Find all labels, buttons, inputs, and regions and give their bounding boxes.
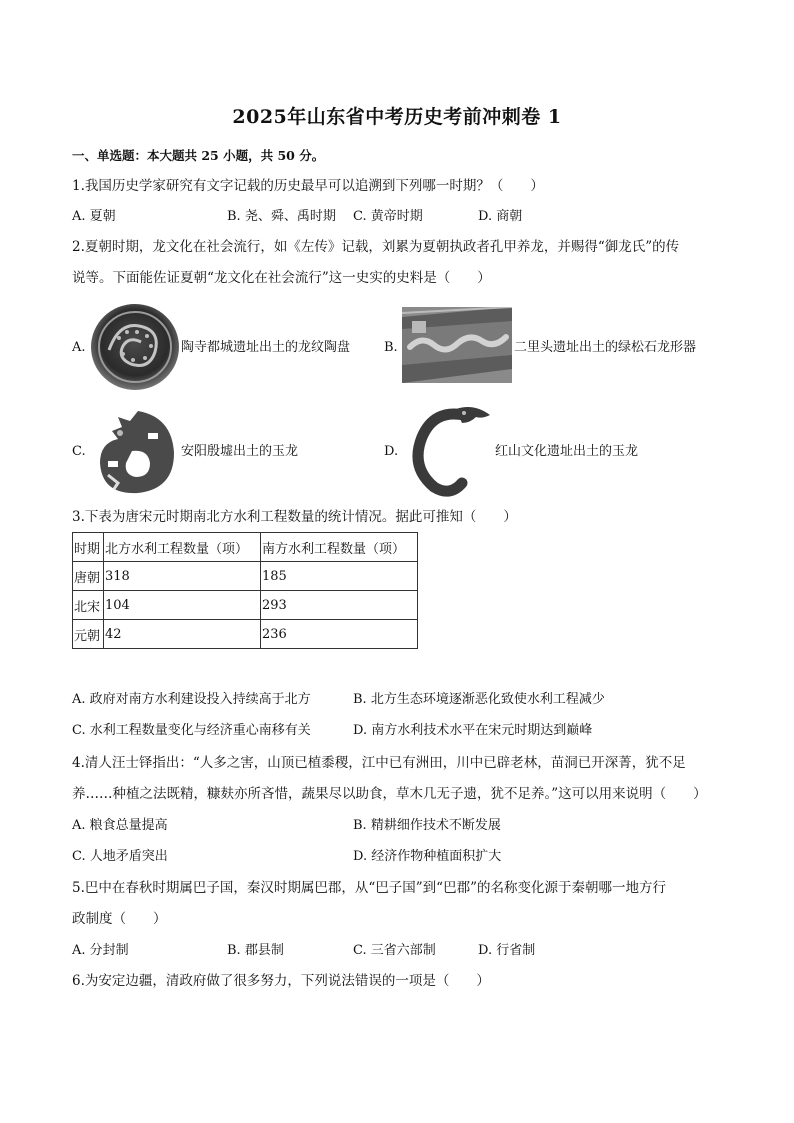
question-5-stem-line2: 政制度（ ） [72, 911, 167, 927]
q1-option-a[interactable]: A. 夏朝 [72, 209, 116, 224]
table-cell: 北宋 [73, 591, 104, 620]
q1-option-d[interactable]: D. 商朝 [478, 209, 523, 224]
q5-option-a[interactable]: A. 分封制 [72, 943, 129, 958]
q2-option-b-letter[interactable]: B. [384, 340, 398, 355]
q2-option-d-caption: 红山文化遗址出土的玉龙 [495, 444, 639, 459]
table-cell: 185 [261, 562, 418, 591]
q2-option-b-caption: 二里头遗址出土的绿松石龙形器 [514, 340, 697, 355]
question-4-stem-line1: 4.清人汪士铎指出：“人多之害，山顶已植黍稷，江中已有洲田，川中已辟老林，苗洞已开深菁，犹不足 [72, 755, 686, 771]
table-header-cell: 南方水利工程数量（项） [261, 533, 418, 562]
q2-option-c-caption: 安阳殷墟出土的玉龙 [181, 444, 299, 459]
q5-option-c[interactable]: C. 三省六部制 [353, 943, 436, 958]
q2-option-a-letter[interactable]: A. [72, 340, 86, 355]
question-4-stem-line2: 养……种植之法既精，糠麸亦所吝惜，蔬果尽以助食，草木几无子遗，犹不足养。”这可以用来说明（ ） [72, 786, 707, 802]
q4-option-b[interactable]: B. 精耕细作技术不断发展 [353, 818, 501, 833]
q3-option-b[interactable]: B. 北方生态环境逐渐恶化致使水利工程减少 [353, 692, 605, 707]
q2-option-c-letter[interactable]: C. [72, 444, 86, 459]
table-header-cell: 北方水利工程数量（项） [104, 533, 261, 562]
dragon-pottery-plate-icon [89, 302, 181, 392]
turquoise-dragon-artifact-icon [402, 307, 512, 383]
table-cell: 42 [104, 620, 261, 649]
table-row [73, 620, 418, 649]
question-2-stem-line1: 2.夏朝时期，龙文化在社会流行，如《左传》记载，刘累为夏朝执政者孔甲养龙，并赐得“御龙氏”的传 [72, 239, 680, 255]
q4-option-a[interactable]: A. 粮食总量提高 [72, 818, 168, 833]
q2-option-d-letter[interactable]: D. [384, 444, 399, 459]
page-title: 2025年山东省中考历史考前冲刺卷 1 [232, 106, 562, 128]
question-2-stem-line2: 说等。下面能佐证夏朝“龙文化在社会流行”这一史实的史料是（ ） [72, 270, 491, 286]
table-cell: 唐朝 [73, 562, 104, 591]
q3-option-c[interactable]: C. 水利工程数量变化与经济重心南移有关 [72, 723, 311, 738]
yin-jade-dragon-icon [88, 403, 180, 499]
hongshan-jade-dragon-icon [404, 401, 494, 501]
q2-option-a-caption: 陶寺都城遗址出土的龙纹陶盘 [181, 340, 351, 355]
water-projects-table [72, 532, 418, 649]
question-6-stem: 6.为安定边疆，清政府做了很多努力，下列说法错误的一项是（ ） [72, 973, 490, 989]
q4-option-d[interactable]: D. 经济作物种植面积扩大 [353, 849, 502, 864]
table-row [73, 591, 418, 620]
q5-option-d[interactable]: D. 行省制 [478, 943, 536, 958]
table-header-cell: 时期 [73, 533, 104, 562]
table-cell: 318 [104, 562, 261, 591]
table-row [73, 562, 418, 591]
table-cell: 236 [261, 620, 418, 649]
table-cell: 元朝 [73, 620, 104, 649]
table-cell: 104 [104, 591, 261, 620]
q1-option-c[interactable]: C. 黄帝时期 [353, 209, 423, 224]
q3-option-a[interactable]: A. 政府对南方水利建设投入持续高于北方 [72, 692, 311, 707]
section-heading: 一、单选题：本大题共 25 小题，共 50 分。 [72, 148, 325, 163]
q3-option-d[interactable]: D. 南方水利技术水平在宋元时期达到巅峰 [353, 723, 593, 738]
question-1-stem: 1.我国历史学家研究有文字记载的历史最早可以追溯到下列哪一时期？（ ） [72, 178, 544, 194]
question-3-stem: 3.下表为唐宋元时期南北方水利工程数量的统计情况。据此可推知（ ） [72, 509, 517, 525]
question-5-stem-line1: 5.巴中在春秋时期属巴子国，秦汉时期属巴郡，从“巴子国”到“巴郡”的名称变化源于秦朝哪一地方行 [72, 880, 666, 896]
table-cell: 293 [261, 591, 418, 620]
q4-option-c[interactable]: C. 人地矛盾突出 [72, 849, 168, 864]
q5-option-b[interactable]: B. 郡县制 [227, 943, 284, 958]
table-header-row [73, 533, 418, 562]
q1-option-b[interactable]: B. 尧、舜、禹时期 [227, 209, 336, 224]
